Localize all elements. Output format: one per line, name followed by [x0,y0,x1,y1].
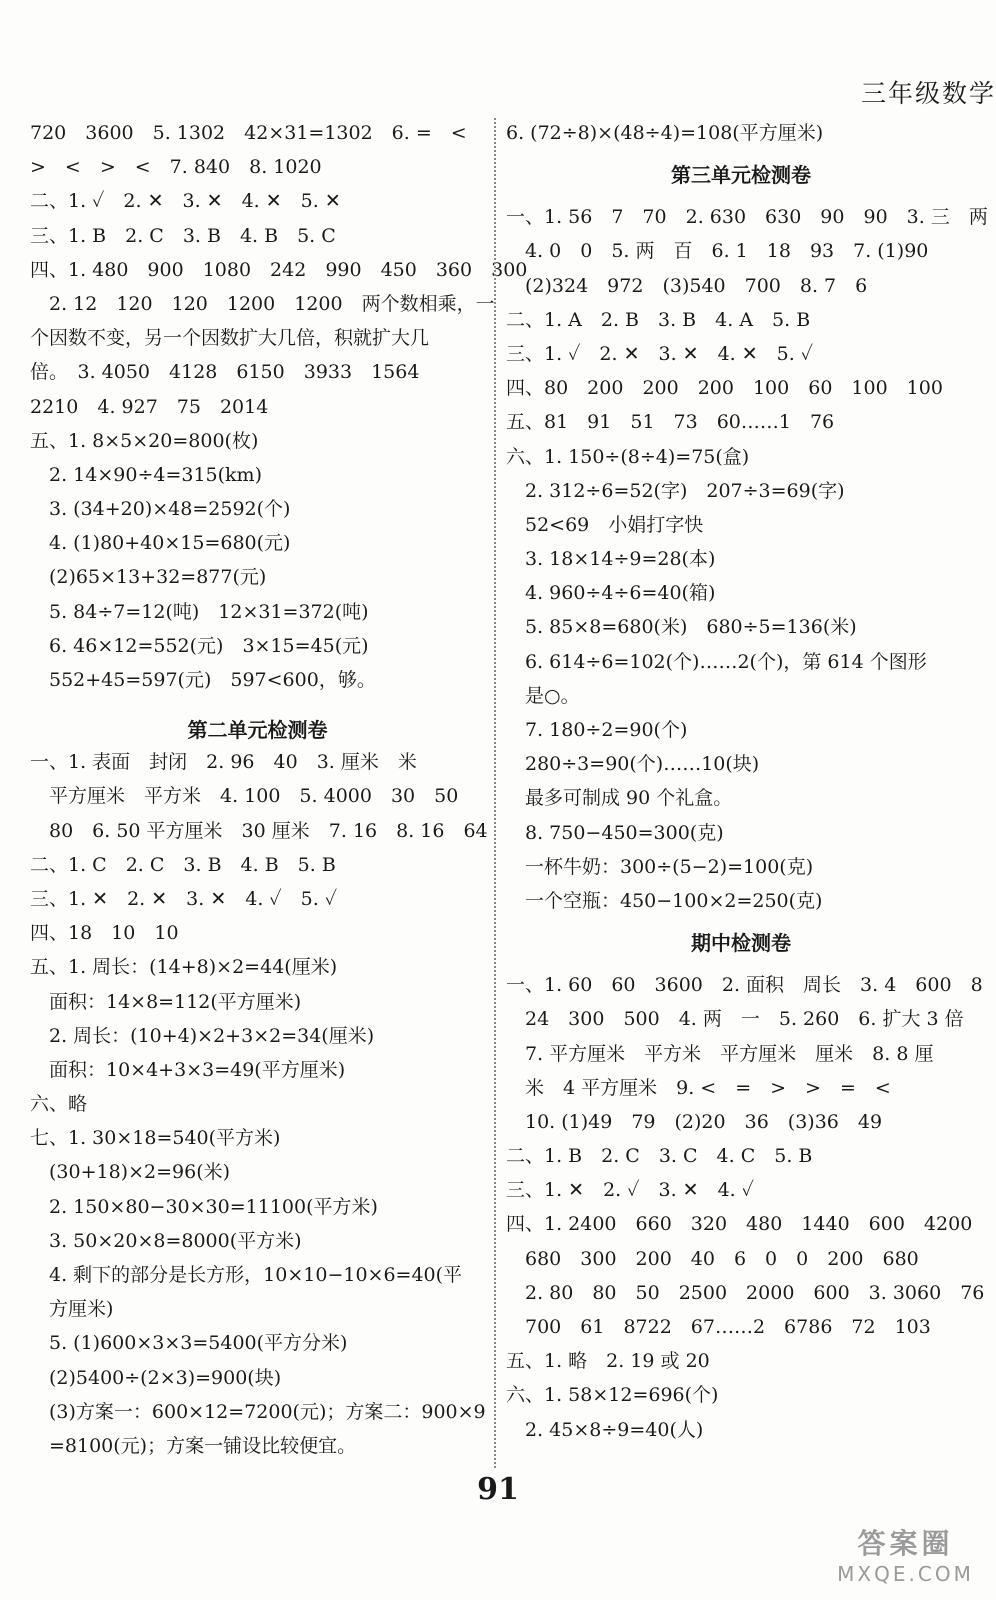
answer-line: 5. 84÷7=12(吨) 12×31=372(吨) [30,600,369,623]
answer-line: =8100(元)；方案一铺设比较便宜。 [30,1434,357,1457]
answer-line: (2)65×13+32=877(元) [30,566,267,589]
answer-line: 4. 0 0 5. 两 百 6. 1 18 93 7. (1)90 [506,240,929,263]
answer-line: 米 4 平方厘米 9. < = > > = < [506,1076,891,1099]
answer-line: 三、1. B 2. C 3. B 4. B 5. C [30,224,336,247]
answer-line: 三、1. ✕ 2. ✓ 3. ✕ 4. ✓ [506,1179,755,1202]
answer-line: 三、1. ✕ 2. ✕ 3. ✕ 4. ✓ 5. ✓ [30,887,338,910]
answer-line: 五、81 91 51 73 60……1 76 [506,411,835,434]
answer-line: 80 6. 50 平方厘米 30 厘米 7. 16 8. 16 64 [30,819,488,842]
answer-line: 720 3600 5. 1302 42×31=1302 6. = < [30,122,467,144]
answer-line: 最多可制成 90 个礼盒。 [506,787,733,810]
answer-line: 一、1. 表面 封闭 2. 96 40 3. 厘米 米 [30,751,417,774]
answer-line: 一、1. 56 7 70 2. 630 630 90 90 3. 三 两 [506,206,988,229]
answer-line: 五、1. 8×5×20=800(枚) [30,429,259,452]
answer-line: 一杯牛奶：300÷(5−2)=100(克) [506,855,814,878]
answer-line: 四、1. 2400 660 320 480 1440 600 4200 [506,1213,973,1236]
answer-line: 方厘米) [30,1298,114,1321]
answer-line: 2210 4. 927 75 2014 [30,395,269,418]
answer-line: 7. 180÷2=90(个) [506,719,688,741]
answer-line: 面积：14×8=112(平方厘米) [30,990,302,1013]
answer-line: 280÷3=90(个)……10(块) [506,753,760,776]
section-title: 第三单元检测卷 [671,163,811,188]
answer-line: 平方厘米 平方米 4. 100 5. 4000 30 50 [30,785,459,808]
answer-line: 六、1. 58×12=696(个) [506,1384,719,1407]
answer-line: 7. 平方厘米 平方米 平方厘米 厘米 8. 8 厘 [506,1042,934,1065]
answer-line: 七、1. 30×18=540(平方米) [30,1127,281,1150]
answer-line: 552+45=597(元) 597<600，够。 [30,669,376,691]
answer-line: 二、1. A 2. B 3. B 4. A 5. B [506,308,811,331]
answer-line: 4. 960÷4÷6=40(箱) [506,582,716,605]
answer-line: 2. 14×90÷4=315(km) [30,463,262,486]
answer-line: 五、1. 周长：(14+8)×2=44(厘米) [30,956,338,979]
answer-line: 10. (1)49 79 (2)20 36 (3)36 49 [506,1110,883,1133]
answer-line: 4. 剩下的部分是长方形，10×10−10×6=40(平 [30,1264,463,1286]
answer-line: (3)方案一：600×12=7200(元)；方案二：900×9 [30,1400,486,1423]
page-header: 三年级数学 [860,79,996,108]
answer-line: 2. 80 80 50 2500 2000 600 3. 3060 76 [506,1281,985,1304]
answer-line: 2. 150×80−30×30=11100(平方米) [30,1195,378,1218]
watermark-url: MXQE.COM [837,1562,974,1586]
answer-line: 8. 750−450=300(克) [506,821,724,844]
answer-line: 6. 614÷6=102(个)……2(个)，第 614 个图形 [506,650,927,673]
answer-line: (2)5400÷(2×3)=900(块) [30,1366,282,1389]
answer-line: 6. (72÷8)×(48÷4)=108(平方厘米) [506,122,824,144]
answer-line: (2)324 972 (3)540 700 8. 7 6 [506,274,868,297]
watermark-logo [823,1522,988,1592]
answer-line: 三、1. ✓ 2. ✕ 3. ✕ 4. ✕ 5. ✓ [506,342,814,365]
answer-line: 52<69 小娟打字快 [506,513,704,536]
answer-line: 六、略 [30,1093,88,1116]
answer-line: > < > < 7. 840 8. 1020 [30,156,322,179]
answer-line: 二、1. ✓ 2. ✕ 3. ✕ 4. ✕ 5. ✕ [30,190,341,213]
page-number: 91 [477,1472,519,1507]
answer-line: 一个空瓶：450−100×2=250(克) [506,889,823,912]
answer-line: 一、1. 60 60 3600 2. 面积 周长 3. 4 600 8 [506,974,983,997]
answer-line: 2. 45×8÷9=40(人) [506,1418,704,1441]
answer-line: 6. 46×12=552(元) 3×15=45(元) [30,634,369,657]
answer-line: 3. 50×20×8=8000(平方米) [30,1229,302,1252]
answer-line: 是○。 [506,684,580,707]
answer-line: 四、80 200 200 200 100 60 100 100 [506,377,943,400]
answer-line: 680 300 200 40 6 0 0 200 680 [506,1247,919,1270]
column-divider [494,118,496,1468]
answer-line: (30+18)×2=96(米) [30,1161,231,1184]
answer-line: 五、1. 略 2. 19 或 20 [506,1350,710,1373]
answer-line: 二、1. B 2. C 3. C 4. C 5. B [506,1145,813,1168]
section-title: 期中检测卷 [691,931,791,956]
left-column [30,116,528,1463]
answer-line: 面积：10×4+3×3=49(平方厘米) [30,1058,346,1081]
answer-line: 四、1. 480 900 1080 242 990 450 360 300 [30,258,528,281]
answer-line: 5. (1)600×3×3=5400(平方分米) [30,1332,348,1355]
answer-line: 倍。 3. 4050 4128 6150 3933 1564 [30,361,420,384]
answer-line: 2. 12 120 120 1200 1200 两个数相乘，一 [30,292,495,315]
answer-line: 24 300 500 4. 两 一 5. 260 6. 扩大 3 倍 [506,1008,964,1031]
answer-line: 二、1. C 2. C 3. B 4. B 5. B [30,853,336,876]
answer-line: 四、18 10 10 [30,922,179,945]
answer-line: 个因数不变，另一个因数扩大几倍，积就扩大几 [30,327,430,350]
watermark-title: 答案圈 [857,1527,954,1560]
answer-line: 3. (34+20)×48=2592(个) [30,498,291,521]
section-title: 第二单元检测卷 [187,718,328,743]
right-column [506,116,988,1447]
answer-line: 2. 312÷6=52(字) 207÷3=69(字) [506,479,845,502]
answer-line: 2. 周长：(10+4)×2+3×2=34(厘米) [30,1024,375,1047]
answer-line: 3. 18×14÷9=28(本) [506,548,716,571]
answer-line: 4. (1)80+40×15=680(元) [30,532,291,555]
answer-line: 六、1. 150÷(8÷4)=75(盒) [506,445,750,468]
answer-line: 700 61 8722 67……2 6786 72 103 [506,1316,931,1338]
answer-line: 5. 85×8=680(米) 680÷5=136(米) [506,616,857,639]
